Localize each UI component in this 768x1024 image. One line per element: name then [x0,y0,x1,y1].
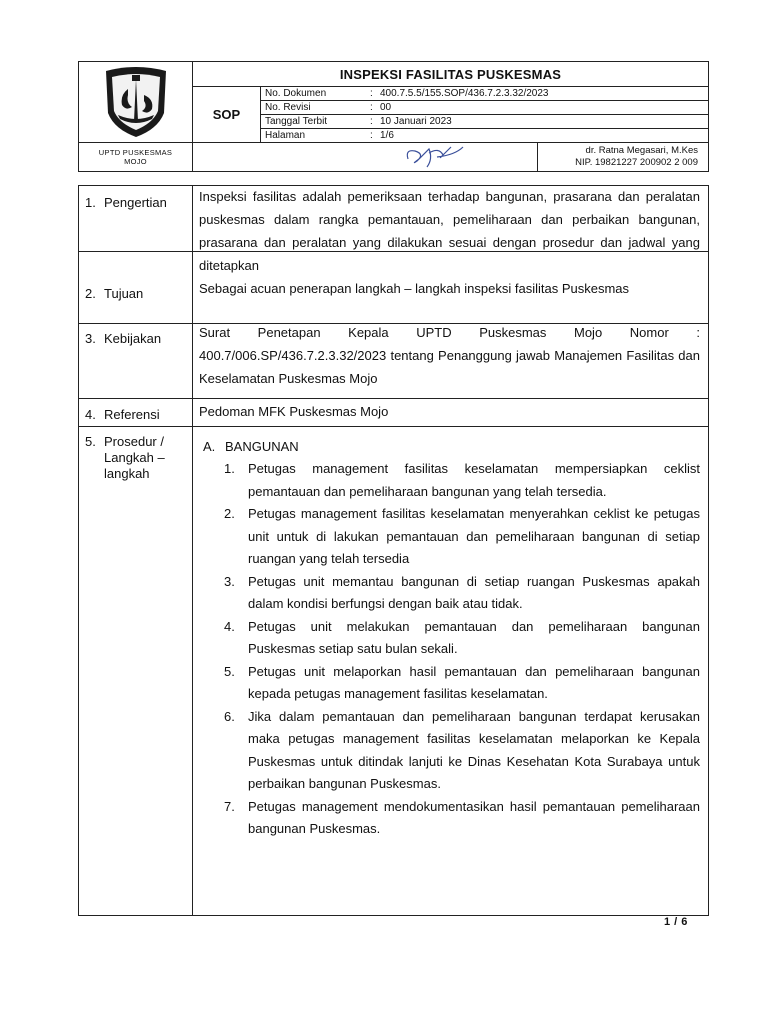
signer-nip: NIP. 19821227 200902 2 009 [575,157,698,168]
meta-label: No. Revisi [265,102,311,113]
surabaya-crest-logo [98,65,174,139]
procedure-step: 7. Petugas management mendokumentasikan hasil pemantauan pemeliharaan bangunan Puskesmas. [224,798,700,836]
meta-value: 00 [380,102,392,113]
procedure-step: 6. Jika dalam pemantauan dan pemeliharaan bangunan terdapat kerusakan maka petugas management fasilitas keselamatan melaporkan ke Kepala Puskesmas untuk ditindak lanjuti ke Dinas Kesehatan Kota Surabaya untuk perbaikan bangunan Puskesmas. [224,708,700,791]
meta-colon: : [370,116,373,127]
meta-value: 400.7.5.5/155.SOP/436.7.2.3.32/2023 [380,88,549,99]
meta-label: No. Dokumen [265,88,327,99]
page-number: 1 / 6 [664,916,688,928]
procedure-step: 5. Petugas unit melaporkan hasil pemantauan dan pemeliharaan bangunan kepada petugas management fasilitas keselamatan. [224,663,700,701]
meta-value: 1/6 [380,130,394,141]
signer-name: dr. Ratna Megasari, M.Kes [585,145,698,156]
section-body-pengertian: Inspeksi fasilitas adalah pemeriksaan terhadap bangunan, prasarana dan peralatan puskesmas dalam rangka pemantauan, pemeliharaan dan perbaikan bangunan, prasarana dan peralatan yang dilakukan sesuai dengan prosedur dan jadwal yang ditetapkan [199,189,700,273]
procedure-steps [224,458,700,841]
meta-row-issue-date [261,115,708,129]
procedure-subheading: A. BANGUNAN [203,439,299,454]
meta-value: 10 Januari 2023 [380,116,452,127]
document-header [78,61,709,172]
section-label-referensi: 4. Referensi [85,407,160,422]
document-meta [261,87,708,143]
handwritten-signature [193,143,538,171]
section-label-pengertian: 1. Pengertian [85,195,167,210]
section-body-tujuan: Sebagai acuan penerapan langkah – langkah inspeksi fasilitas Puskesmas [199,281,630,296]
procedure-step: 2. Petugas management fasilitas keselamatan menyerahkan ceklist ke petugas unit untuk di lakukan pemantauan dan pemeliharaan bangunan di setiap ruangan yang telah tersedia [224,506,700,566]
meta-colon: : [370,130,373,141]
logo-cell [79,62,193,143]
meta-colon: : [370,102,373,113]
column-divider [192,186,193,915]
meta-row-page [261,129,708,143]
meta-label: Halaman [265,130,306,141]
meta-row-revision [261,101,708,115]
signature-cell [193,143,538,171]
procedure-step: 1. Petugas management fasilitas keselamatan mempersiapkan ceklist pemantauan dan pemeliharaan bangunan yang telah tersedia. [224,461,700,499]
doc-type-label: SOP [193,87,261,143]
signer-info [538,143,708,171]
meta-label: Tanggal Terbit [265,116,328,127]
row-divider [79,398,708,399]
sop-content-table [78,185,709,916]
section-label-prosedur: 5. Prosedur / Langkah – langkah [85,434,165,481]
section-label-kebijakan: 3. Kebijakan [85,331,162,346]
org-line: MOJO [124,157,147,166]
procedure-step: 3. Petugas unit memantau bangunan di setiap ruangan Puskesmas apakah dalam kondisi berfungsi dengan baik atau tidak. [224,573,700,611]
section-body-referensi: Pedoman MFK Puskesmas Mojo [199,404,389,419]
section-body-kebijakan: Surat Penetapan Kepala UPTD Puskesmas Mojo Nomor : 400.7/006.SP/436.7.2.3.32/2023 tentang Penanggung jawab Manajemen Fasilitas dan Keselamatan Puskesmas Mojo [199,325,700,386]
org-line: UPTD PUSKESMAS [98,148,173,157]
procedure-step: 4. Petugas unit melakukan pemantauan dan pemeliharaan bangunan Puskesmas setiap satu bulan sekali. [224,618,700,656]
row-divider [79,426,708,427]
meta-row-doc-number [261,87,708,101]
meta-colon: : [370,88,373,99]
document-title: INSPEKSI FASILITAS PUSKESMAS [193,62,708,87]
section-label-tujuan: 2. Tujuan [85,286,144,301]
organization-name [79,143,193,171]
